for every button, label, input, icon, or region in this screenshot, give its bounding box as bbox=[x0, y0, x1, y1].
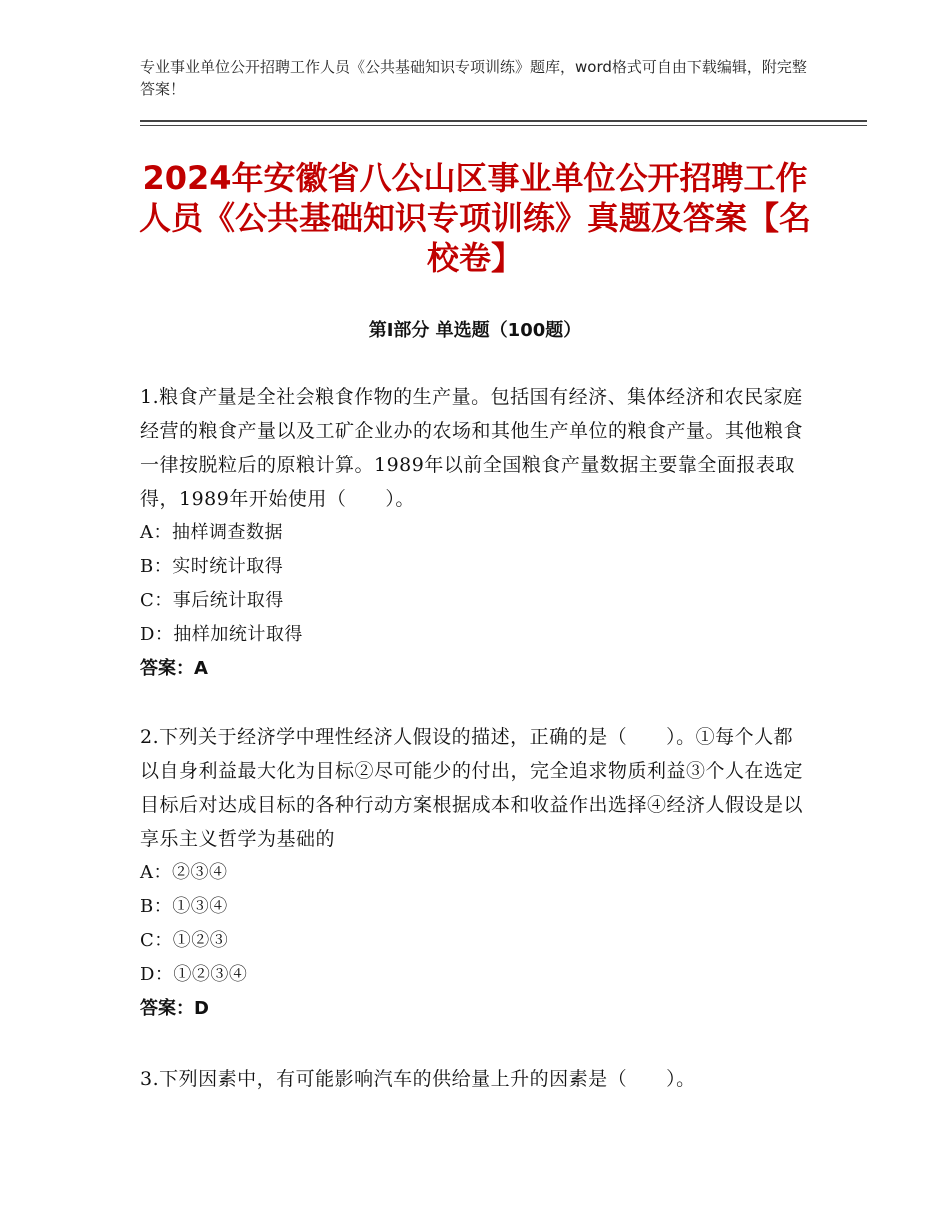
header-rule-thin bbox=[140, 125, 867, 126]
document-title: 2024年安徽省八公山区事业单位公开招聘工作人员《公共基础知识专项训练》真题及答案【名校卷】 bbox=[138, 159, 811, 277]
option-c: C：①②③ bbox=[140, 930, 229, 951]
answer: 答案：A bbox=[140, 658, 208, 679]
question-stem: 1.粮食产量是全社会粮食作物的生产量。包括国有经济、集体经济和农民家庭经营的粮食产量以及工矿企业办的农场和其他生产单位的粮食产量。其他粮食一律按脱粒后的原粮计算。1989年以前全国粮食产量数据主要靠全面报表取得，1989年开始使用（ ）。 bbox=[140, 386, 804, 510]
question-1 bbox=[140, 380, 810, 686]
option-b: B：实时统计取得 bbox=[140, 556, 284, 577]
question-2 bbox=[140, 720, 810, 1026]
question-stem: 2.下列关于经济学中理性经济人假设的描述，正确的是（ ）。①每个人都以自身利益最大化为目标②尽可能少的付出，完全追求物质利益③个人在选定目标后对达成目标的各种行动方案根据成本和收益作出选择④经济人假设是以享乐主义哲学为基础的 bbox=[140, 726, 804, 850]
header-rule-thick bbox=[140, 120, 867, 122]
header-note: 专业事业单位公开招聘工作人员《公共基础知识专项训练》题库，word格式可自由下载编辑，附完整答案！ bbox=[140, 58, 807, 98]
question-stem: 3.下列因素中，有可能影响汽车的供给量上升的因素是（ ）。 bbox=[140, 1068, 696, 1090]
option-c: C：事后统计取得 bbox=[140, 590, 284, 611]
option-a: A：②③④ bbox=[140, 862, 228, 883]
section-heading: 第Ⅰ部分 单选题（100题） bbox=[368, 320, 582, 341]
option-d: D：抽样加统计取得 bbox=[140, 624, 303, 645]
answer: 答案：D bbox=[140, 998, 209, 1019]
option-b: B：①③④ bbox=[140, 896, 228, 917]
question-3 bbox=[140, 1062, 810, 1096]
option-d: D：①②③④ bbox=[140, 964, 248, 985]
option-a: A：抽样调查数据 bbox=[140, 522, 283, 543]
